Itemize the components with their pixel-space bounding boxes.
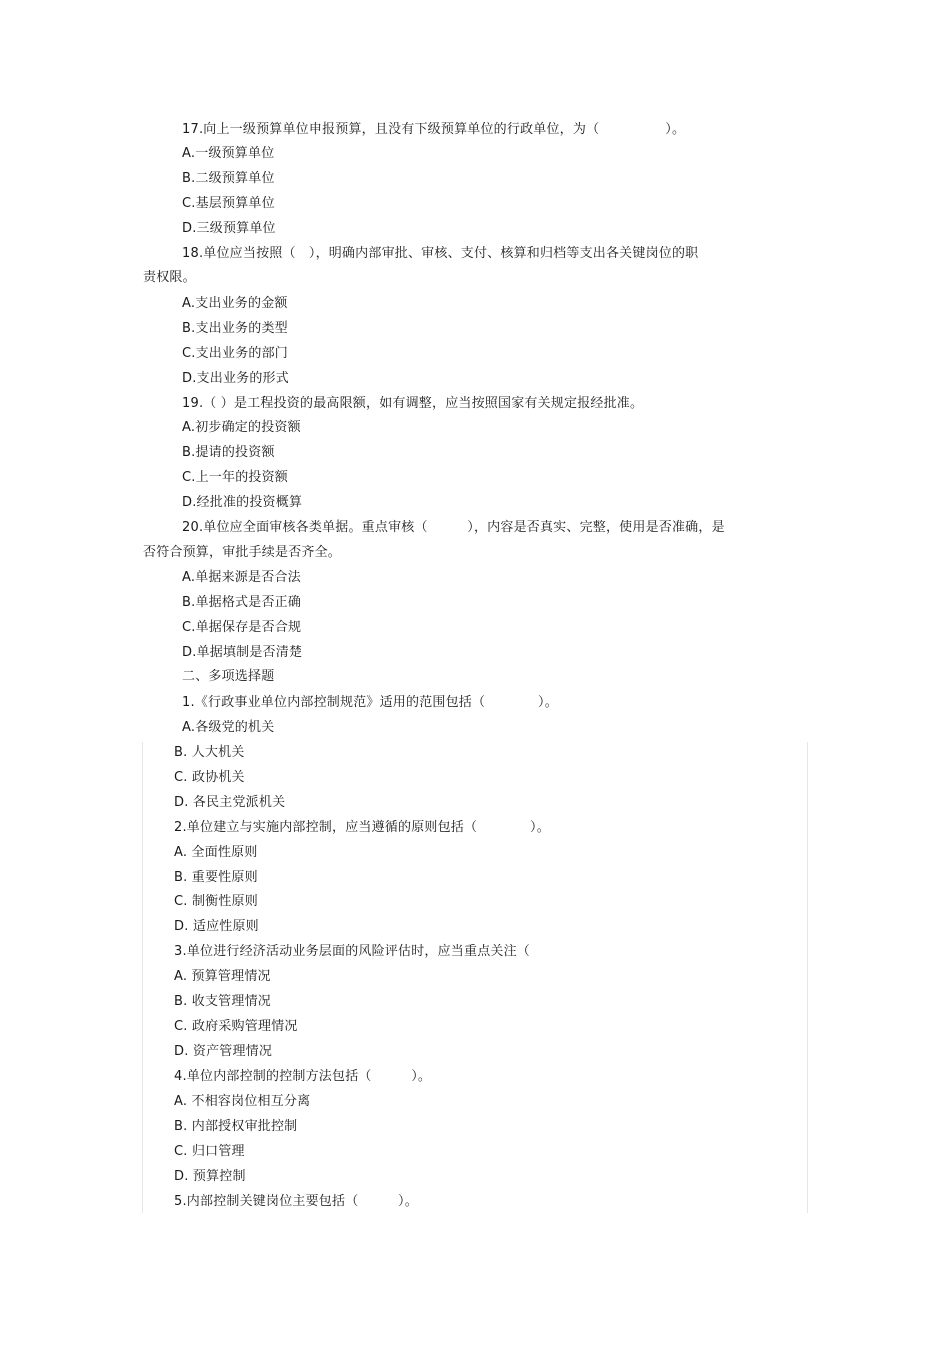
option-17-d: D.三级预算单位 [182,221,276,236]
option-17-c: C.基层预算单位 [182,196,275,211]
option-17-a: A.一级预算单位 [182,146,275,161]
mc-option-4-a: A. 不相容岗位相互分离 [174,1094,311,1109]
option-20-b: B.单据格式是否正确 [182,595,302,610]
option-19-c: C.上一年的投资额 [182,470,289,485]
mc-option-3-c: C. 政府采购管理情况 [174,1019,298,1034]
mc-option-4-c: C. 归口管理 [174,1144,245,1159]
mc-question-2: 2.单位建立与实施内部控制，应当遵循的原则包括（ ）。 [174,820,550,835]
option-17-b: B.二级预算单位 [182,171,275,186]
mc-option-3-b: B. 收支管理情况 [174,994,271,1009]
frame-border-right [807,742,808,1213]
section-heading-multiple-choice: 二、多项选择题 [182,669,275,684]
mc-option-2-b: B. 重要性原则 [174,870,258,885]
mc-option-4-d: D. 预算控制 [174,1169,246,1184]
mc-option-2-c: C. 制衡性原则 [174,894,258,909]
option-19-a: A.初步确定的投资额 [182,420,301,435]
option-18-d: D.支出业务的形式 [182,371,289,386]
mc-option-3-a: A. 预算管理情况 [174,969,271,984]
option-18-c: C.支出业务的部门 [182,346,289,361]
option-19-d: D.经批准的投资概算 [182,495,303,510]
question-20-continued: 否符合预算，审批手续是否齐全。 [143,545,342,560]
option-18-b: B.支出业务的类型 [182,321,288,336]
frame-border-left [142,742,143,1213]
mc-question-4: 4.单位内部控制的控制方法包括（ ）。 [174,1069,432,1084]
mc-question-3: 3.单位进行经济活动业务层面的风险评估时，应当重点关注（ [174,944,531,959]
option-20-a: A.单据来源是否合法 [182,570,301,585]
mc-option-1-d: D. 各民主党派机关 [174,795,286,810]
mc-option-2-d: D. 适应性原则 [174,919,259,934]
option-19-b: B.提请的投资额 [182,445,275,460]
question-18-continued: 责权限。 [143,270,196,285]
mc-option-1-b: B. 人大机关 [174,745,245,760]
question-17: 17.向上一级预算单位申报预算，且没有下级预算单位的行政单位，为（ ）。 [182,122,686,137]
mc-option-3-d: D. 资产管理情况 [174,1044,273,1059]
mc-option-1-a: A.各级党的机关 [182,720,275,735]
question-18: 18.单位应当按照（ ），明确内部审批、审核、支付、核算和归档等支出各关键岗位的职 [182,246,699,261]
option-18-a: A.支出业务的金额 [182,296,288,311]
mc-option-1-c: C. 政协机关 [174,770,245,785]
mc-option-4-b: B. 内部授权审批控制 [174,1119,298,1134]
option-20-c: C.单据保存是否合规 [182,620,302,635]
mc-question-1: 1.《行政事业单位内部控制规范》适用的范围包括（ ）。 [182,695,558,710]
question-19: 19.（ ）是工程投资的最高限额，如有调整，应当按照国家有关规定报经批准。 [182,396,644,411]
mc-question-5: 5.内部控制关键岗位主要包括（ ）。 [174,1194,418,1209]
question-20: 20.单位应全面审核各类单据。重点审核（ ），内容是否真实、完整，使用是否准确，是 [182,520,725,535]
option-20-d: D.单据填制是否清楚 [182,645,303,660]
mc-option-2-a: A. 全面性原则 [174,845,258,860]
